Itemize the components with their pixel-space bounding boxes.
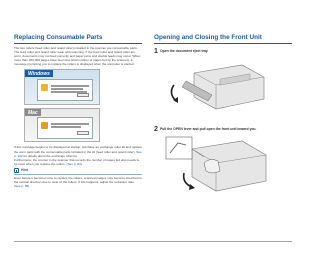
step-2	[154, 126, 292, 133]
section-title-replacing: Replacing Consumable Parts	[14, 34, 103, 41]
section-title-front-unit: Opening and Closing the Front Unit	[154, 34, 262, 41]
step-number: 2	[154, 126, 158, 133]
dialog-text-line	[51, 85, 89, 86]
hint-rule	[14, 174, 142, 175]
ok-button	[77, 93, 89, 97]
dialog-text-line	[51, 126, 81, 127]
step-number: 1	[154, 48, 158, 55]
section-rule	[14, 43, 142, 44]
hand-icon	[204, 159, 220, 173]
mac-warning-screenshot	[24, 108, 100, 142]
replace-text-end: for details about the exchange roller kit.	[22, 153, 78, 158]
replace-paragraph	[14, 145, 142, 157]
right-column	[154, 34, 292, 204]
link-p84[interactable]: (See p. 84)	[66, 161, 82, 166]
replace-text: If this message begins to be displayed at startup, purchase an exchange roller kit and replace the worn parts with the consumable parts included in the kit (feed roller and retard roller).	[14, 145, 142, 154]
step-text: Pull the OPEN lever and pull open the front unit toward you.	[160, 127, 257, 131]
ok-button	[77, 131, 89, 135]
hint-label: Hint	[21, 168, 28, 173]
step-1	[154, 48, 292, 55]
windows-tag: Windows	[25, 70, 53, 77]
hint-text: Even before it becomes time to replace the rollers, scanned images may become stretched in the vertical direction due to wear of the rollers. If this happens, adjust the reduction ratio.	[14, 175, 142, 185]
scanner-eject-tray-illustration	[164, 55, 274, 115]
warning-dialog	[37, 79, 93, 101]
warning-icon	[41, 122, 48, 129]
left-column	[14, 34, 142, 188]
mac-tag: Mac	[25, 109, 41, 116]
section-rule	[154, 43, 292, 44]
dialog-text-line	[51, 123, 89, 124]
counter-paragraph	[14, 158, 142, 166]
arrow-icon	[171, 85, 178, 103]
step-text: Open the document eject tray.	[160, 49, 209, 53]
windows-warning-screenshot	[24, 69, 100, 105]
hint-heading	[14, 168, 142, 173]
intro-paragraph: The two rollers (feed roller and retard roller) installed in the scanner are consumable parts. The feed roller and retard roller wear with scanning. If the feed roller and retard roller are worn, documents may not feed correctly and paper jams and double feeds may occur. When more than 200,000 pages have been fed (total number of pages fed by the scanner), a message prompting you to replace the rollers is displayed when the computer is started.	[14, 46, 141, 67]
dialog-text-line	[51, 91, 87, 92]
scanner-body	[194, 65, 264, 109]
warning-icon	[41, 84, 48, 91]
scanner-front-unit-illustration	[164, 133, 274, 199]
scanner-body	[192, 141, 266, 191]
link-p85[interactable]: (See p. 85)	[14, 184, 30, 189]
dialog-text-line	[51, 88, 83, 89]
hint-icon	[14, 168, 19, 173]
warning-dialog	[37, 117, 93, 139]
hint-paragraph	[14, 176, 142, 188]
counter-text: Furthermore, the counter in the scanner that records the number of pages fed also needs to be reset when you replace the rollers.	[14, 157, 140, 166]
footer-rule	[14, 241, 292, 242]
link-p102[interactable]: See p. 102	[14, 149, 142, 158]
